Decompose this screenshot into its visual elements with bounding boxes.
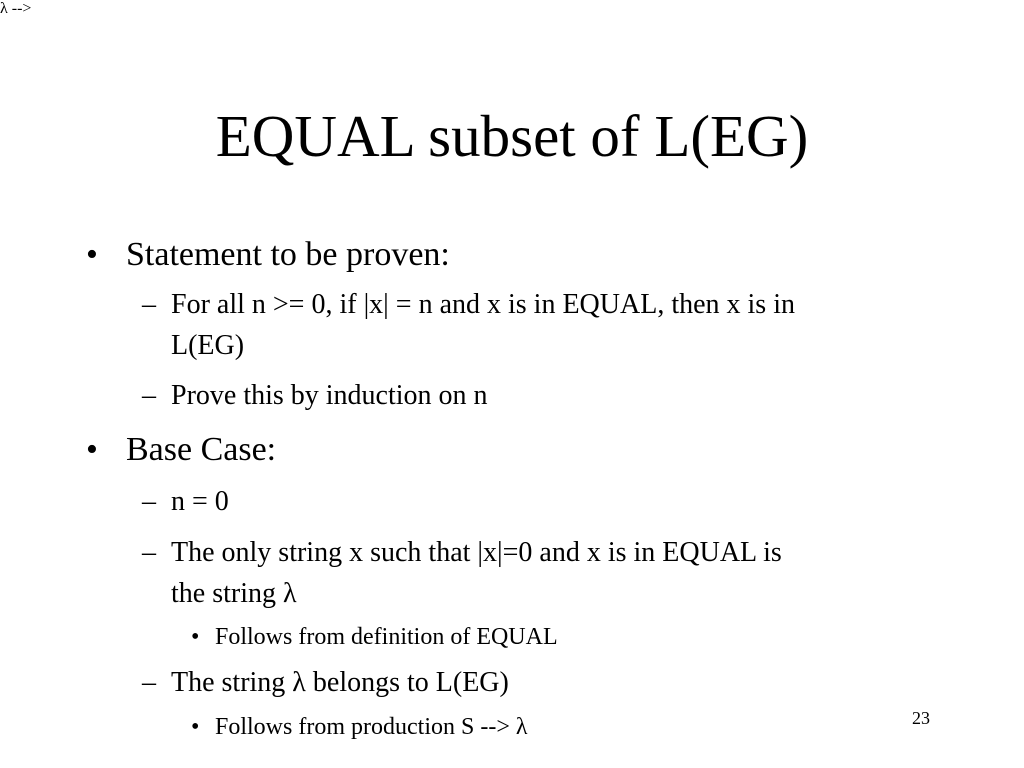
bullet-marker: • (86, 236, 98, 273)
dash-marker: – (142, 667, 156, 698)
subitem-text: Prove this by induction on n (171, 380, 488, 411)
subsubitem-text: Follows from definition of EQUAL (215, 624, 558, 650)
dash-marker: – (142, 380, 156, 411)
bullet-marker: • (86, 431, 98, 468)
subsubitem-text: Follows from production S --> λ (215, 714, 528, 740)
bullet-marker: • (191, 624, 200, 650)
slide: EQUAL subset of L(EG) • Statement to be proven: – For all n >= 0, if |x| = n and x is in EQUAL, then x is in L(EG) – Prove this by induction on n • Base Case: – n = 0 – The only string x such that |x|=0 and x is in EQUAL is the string λ • Follows from definition of EQUAL – The string λ belongs to L(EG) λ --> • Follows from production S --> λ 23 (0, 0, 1024, 768)
subitem-text: n = 0 (171, 486, 229, 517)
subitem-text: The string λ belongs to L(EG) (171, 667, 509, 698)
bullet-text: Statement to be proven: (126, 236, 450, 273)
bullet-text: Base Case: (126, 431, 277, 468)
dash-marker: – (142, 537, 156, 568)
dash-marker: – (142, 289, 156, 320)
page-number: 23 (912, 708, 930, 728)
dash-marker: – (142, 486, 156, 517)
subitem-text-line-2: the string λ (171, 578, 297, 609)
subitem-text-line-2: L(EG) (171, 330, 245, 361)
subitem-text-line-1: The only string x such that |x|=0 and x is in EQUAL is (171, 537, 782, 568)
slide-title: EQUAL subset of L(EG) (215, 103, 809, 169)
bullet-marker: • (191, 714, 200, 740)
subitem-text-line-1: For all n >= 0, if |x| = n and x is in EQUAL, then x is in (171, 289, 795, 320)
